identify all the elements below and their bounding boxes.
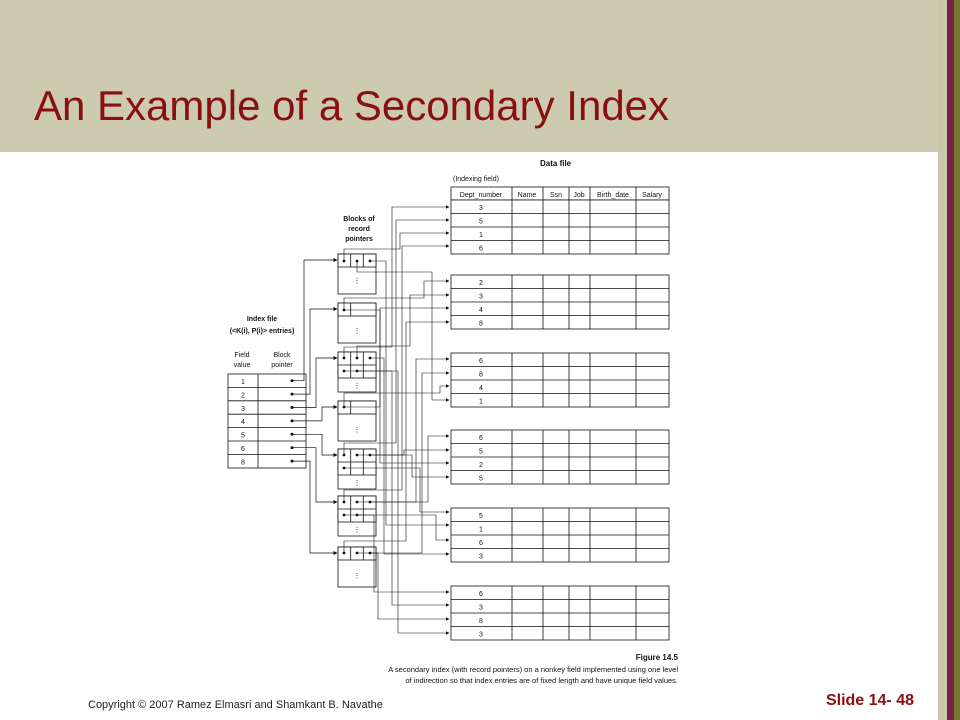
pointer-blocks-title: pointers [345, 236, 373, 243]
data-block [451, 275, 669, 329]
svg-text:⋮: ⋮ [353, 573, 361, 580]
dept-value: 6 [479, 591, 483, 598]
data-file-header-row [451, 187, 669, 200]
dept-value: 5 [479, 218, 483, 226]
dept-value: 5 [479, 513, 483, 520]
copyright-notice: Copyright © 2007 Ramez Elmasri and Shamkant B. Navathe [88, 699, 383, 711]
data-block [451, 586, 669, 640]
column-header: Job [573, 192, 585, 199]
index-file-title: Index file [246, 316, 278, 323]
pointer-blocks-title: record [348, 226, 370, 233]
dept-value: 6 [479, 435, 483, 442]
index-value: 2 [241, 392, 245, 400]
index-value: 4 [241, 419, 245, 427]
column-header: Birth_date [597, 192, 629, 199]
dept-value: 2 [479, 280, 483, 287]
dept-value: 1 [479, 398, 483, 406]
dept-value: 3 [479, 604, 483, 612]
block-pointer-header: Block [273, 352, 291, 359]
column-header: Ssn [549, 192, 563, 199]
svg-text:⋮: ⋮ [353, 527, 361, 534]
figure-caption-line: of indirection so that index entries are of fixed length and have unique field values. [405, 676, 678, 685]
dept-value: 8 [479, 371, 483, 379]
dept-value: 8 [479, 618, 483, 625]
index-value: 1 [241, 379, 245, 386]
data-block [451, 200, 669, 254]
dept-value: 3 [479, 553, 483, 561]
indexing-field-label: (Indexing field) [453, 176, 499, 183]
dept-value: 5 [479, 448, 483, 456]
index-value: 3 [241, 405, 245, 413]
data-block [451, 353, 669, 407]
column-header: Name [517, 192, 537, 199]
dept-value: 1 [479, 232, 483, 239]
figure-label: Figure 14.5 [635, 653, 678, 662]
index-value: 8 [241, 459, 245, 467]
dept-value: 2 [479, 462, 483, 469]
index-value: 5 [241, 432, 245, 440]
dept-value: 6 [479, 358, 483, 365]
data-block [451, 430, 669, 484]
svg-text:⋮: ⋮ [353, 278, 361, 285]
index-value: 6 [241, 446, 245, 453]
dept-value: 4 [479, 307, 483, 314]
svg-text:⋮: ⋮ [353, 383, 361, 390]
figure-caption-line: A secondary index (with record pointers) on a nonkey field implemented using one level [388, 665, 678, 674]
dept-value: 6 [479, 540, 483, 547]
field-value-header: Field [234, 352, 250, 359]
dept-value: 8 [479, 320, 483, 328]
svg-text:⋮: ⋮ [353, 480, 361, 487]
dept-value: 1 [479, 526, 483, 534]
svg-text:⋮: ⋮ [353, 427, 361, 434]
slide-title: An Example of a Secondary Index [34, 82, 670, 129]
dept-value: 4 [479, 385, 483, 392]
column-header: Salary [642, 192, 662, 199]
block-pointer-header: pointer [271, 362, 293, 369]
dept-value: 3 [479, 293, 483, 301]
data-block [451, 508, 669, 562]
dept-value: 3 [479, 631, 483, 639]
dept-value: 3 [479, 205, 483, 212]
dept-value: 6 [479, 245, 483, 253]
svg-text:⋮: ⋮ [353, 328, 361, 335]
index-file-subtitle: (<K(i), P(i)> entries) [229, 328, 295, 335]
dept-value: 5 [479, 475, 483, 483]
data-file-title: Data file [540, 159, 572, 168]
slide-number: Slide 14- 48 [825, 692, 914, 709]
field-value-header: value [233, 362, 251, 369]
column-header: Dept_number [459, 192, 503, 199]
pointer-blocks-title: Blocks of [343, 216, 375, 223]
